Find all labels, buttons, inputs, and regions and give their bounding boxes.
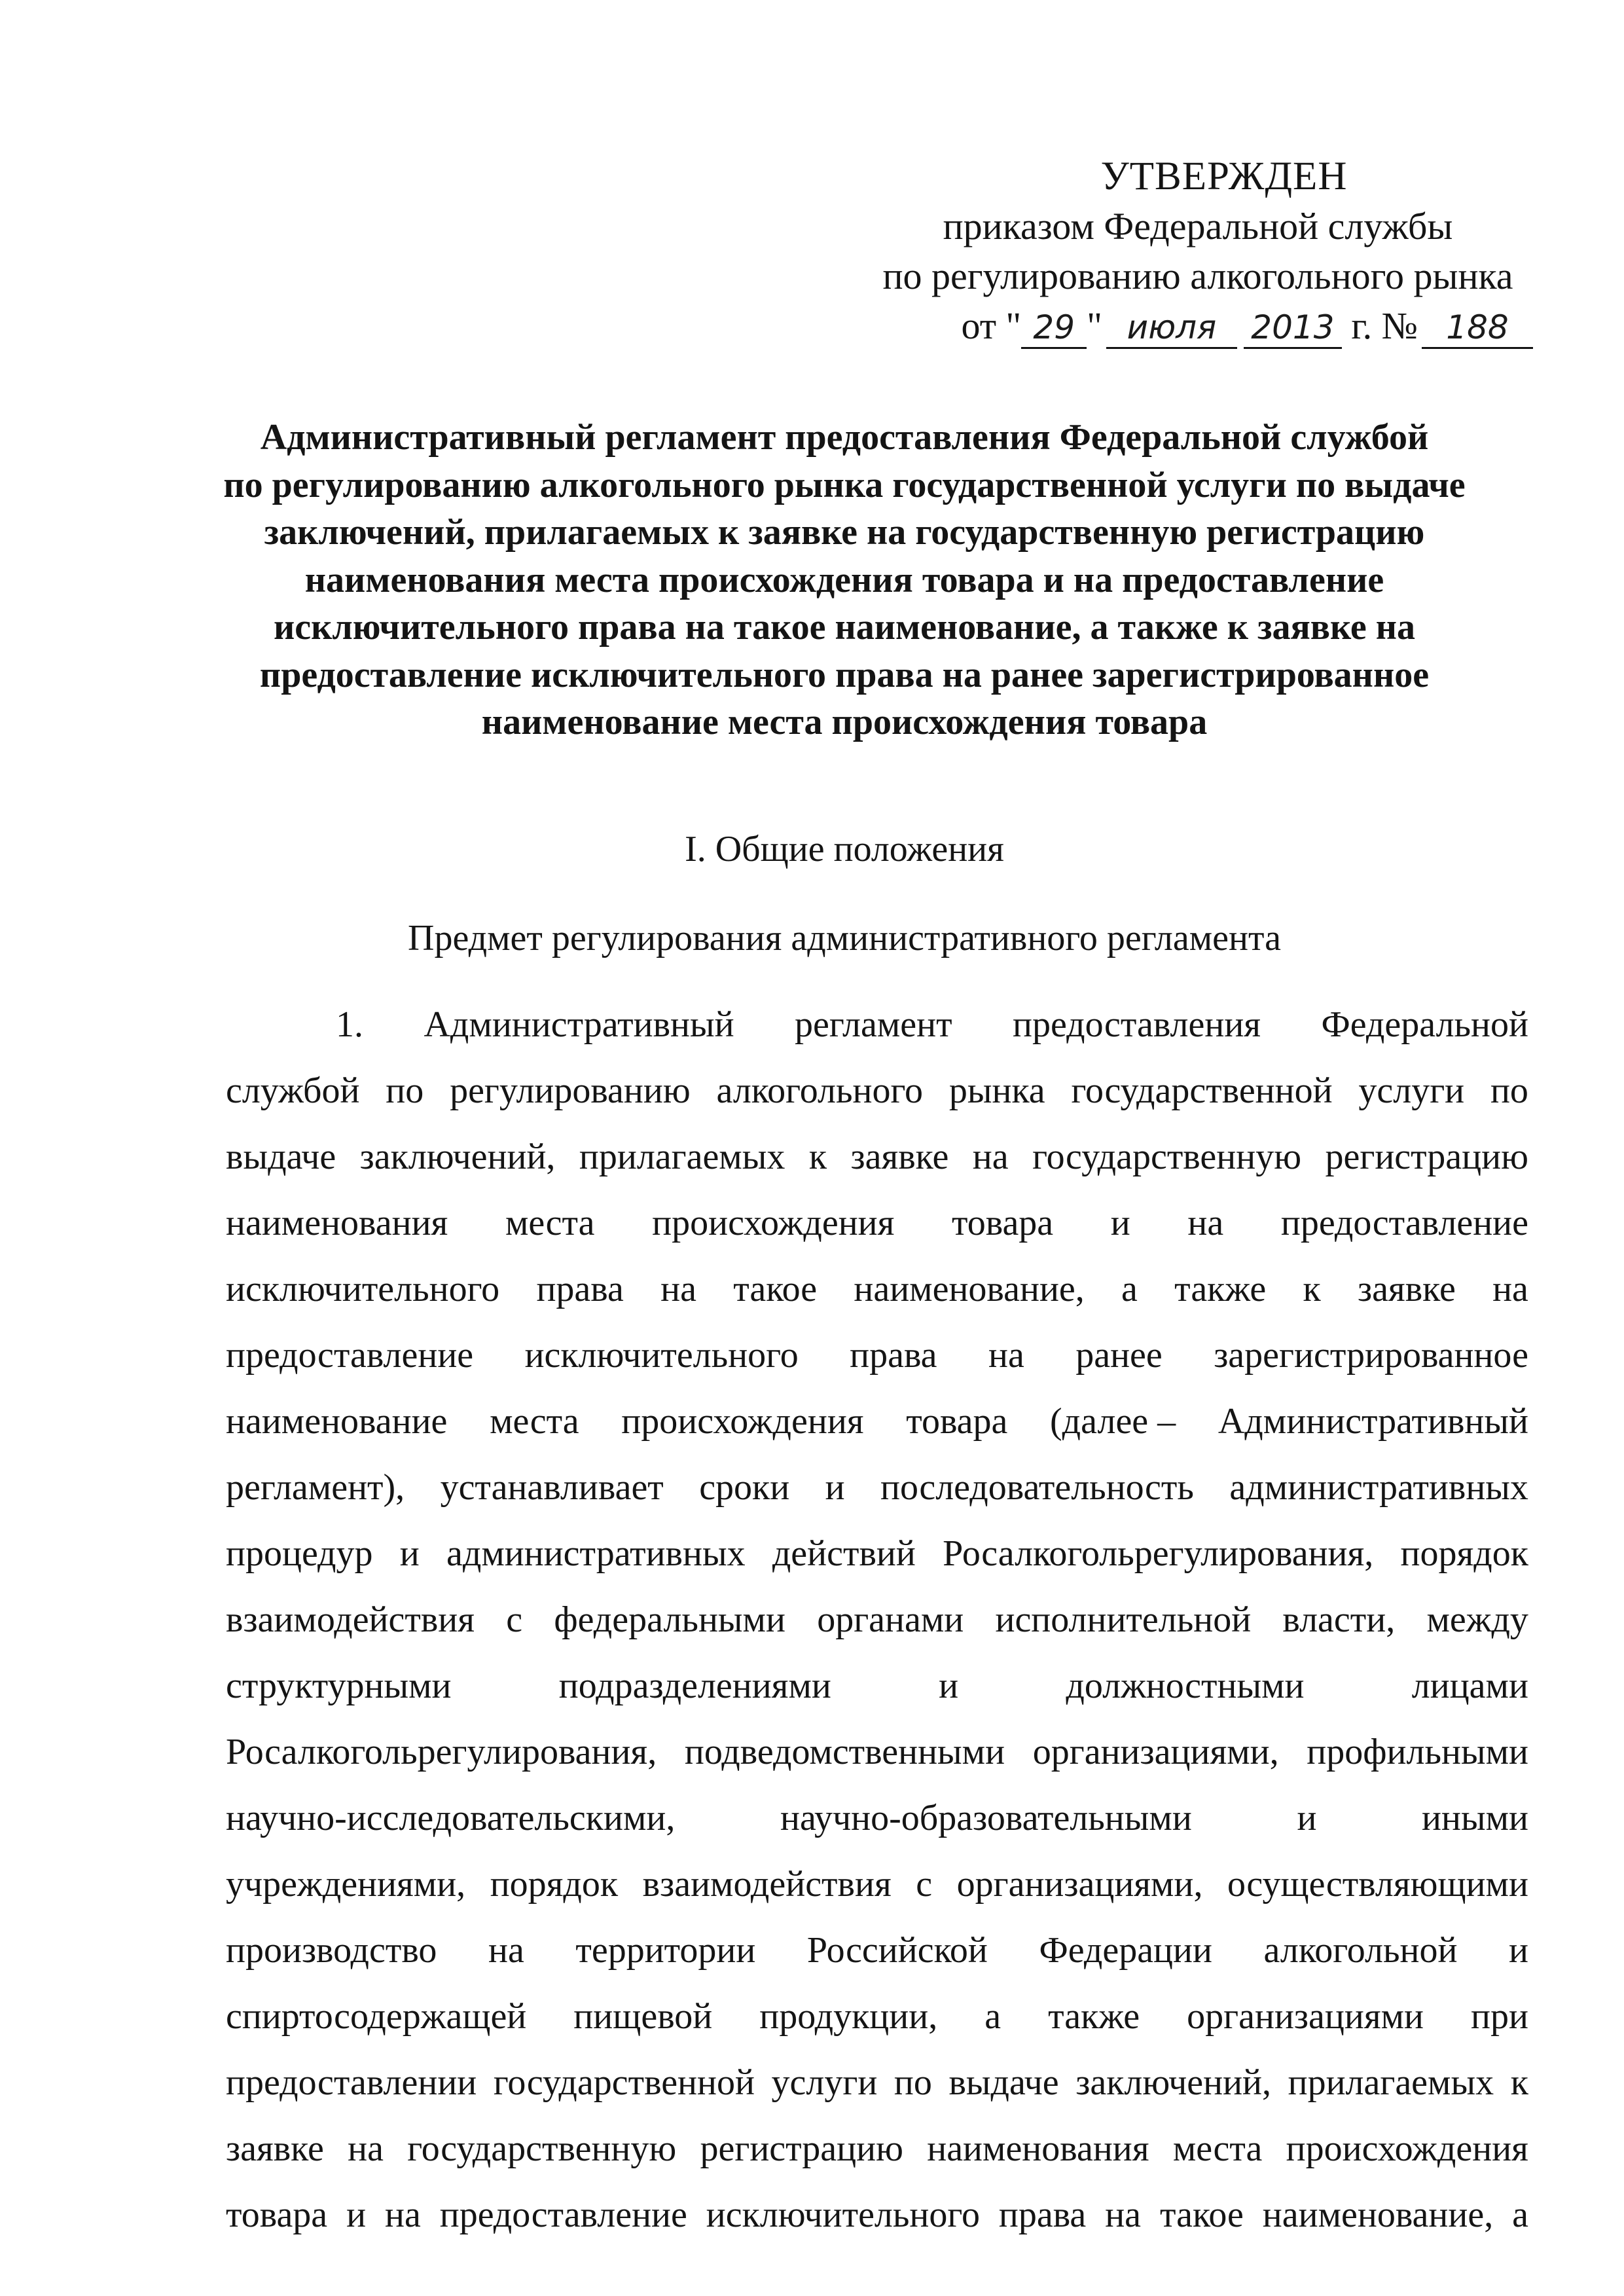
title-line: наименования места происхождения товара и на предоставление [304, 559, 1384, 600]
body-word: на [972, 1137, 1009, 1177]
body-word: регламент), [226, 1467, 405, 1508]
body-word: государственной [1071, 1070, 1333, 1111]
body-word: власти, [1282, 1599, 1396, 1640]
body-word: на [988, 1335, 1024, 1376]
body-word: наименования [226, 1203, 448, 1243]
body-word: к [1303, 1269, 1321, 1309]
body-word: места [1172, 2128, 1263, 2169]
body-word: территории [575, 1930, 756, 1971]
approval-line-2: по регулированию алкогольного рынка [882, 255, 1513, 297]
date-prefix: от " [961, 304, 1022, 347]
body-word: на [1105, 2195, 1142, 2235]
body-word: государственную [407, 2128, 677, 2169]
body-word: на [660, 1269, 696, 1309]
body-line [226, 1531, 1528, 1597]
title-line: Административный регламент предоставления Федеральной службой [260, 417, 1429, 458]
body-word: спиртосодержащей [226, 1996, 527, 2037]
body-word: к [1510, 2062, 1528, 2103]
title-line: заключений, прилагаемых к заявке на государственную регистрацию [264, 512, 1425, 553]
body-word: при [1471, 1996, 1528, 2037]
body-word: услуги [771, 2062, 878, 2103]
body-word: на [1492, 1269, 1528, 1309]
approval-block [857, 152, 1538, 351]
body-word: прилагаемых [579, 1137, 785, 1177]
handwritten-day: 29 [1021, 308, 1087, 349]
body-word: с [916, 1864, 933, 1904]
approval-heading: УТВЕРЖДЕН [1100, 155, 1348, 198]
body-line [226, 1795, 1528, 1861]
body-line [226, 2060, 1528, 2126]
body-word: и [825, 1467, 845, 1508]
body-word: места [505, 1203, 595, 1243]
body-word: а [1512, 2195, 1528, 2235]
body-word: алкогольной [1263, 1930, 1458, 1971]
body-line [226, 1597, 1528, 1663]
body-word: службой [226, 1070, 360, 1111]
body-word: заявке [1357, 1269, 1456, 1309]
body-word: на [1187, 1203, 1224, 1243]
body-word: лицами [1411, 1666, 1528, 1706]
body-word: Федерации [1039, 1930, 1212, 1971]
approval-date-line [857, 301, 1538, 351]
body-word: права [850, 1335, 937, 1376]
body-word: а [1121, 1269, 1138, 1309]
body-line [226, 1002, 1528, 1068]
body-word: по [386, 1070, 424, 1111]
body-word: пищевой [573, 1996, 713, 2037]
body-word: зарегистрированное [1214, 1335, 1528, 1376]
body-word: происхождения [652, 1203, 895, 1243]
body-word: продукции, [759, 1996, 938, 2037]
handwritten-month: июля [1106, 308, 1237, 349]
body-word: права [998, 2195, 1087, 2235]
body-word: и [346, 2195, 367, 2235]
body-word: такое [733, 1269, 818, 1309]
body-word: и [1110, 1203, 1130, 1243]
body-line [226, 1332, 1528, 1398]
body-word: (далее – [1050, 1401, 1176, 1442]
body-word: последовательность [880, 1467, 1194, 1508]
body-word: производство [226, 1930, 437, 1971]
body-word: органами [817, 1599, 964, 1640]
document-title [196, 414, 1492, 746]
body-word: Федеральной [1321, 1004, 1528, 1045]
body-word: сроки [699, 1467, 790, 1508]
body-word: товара [952, 1203, 1054, 1243]
body-word: иными [1422, 1798, 1528, 1838]
body-word: учреждениями, [226, 1864, 466, 1904]
body-word: рынка [948, 1070, 1045, 1111]
body-word: и [939, 1666, 959, 1706]
body-word: взаимодействия [642, 1864, 892, 1904]
body-word: предоставления [1013, 1004, 1261, 1045]
body-word: порядок [1400, 1533, 1528, 1574]
subsection-heading: Предмет регулирования административного регламента [408, 918, 1281, 958]
body-word: и [399, 1533, 420, 1574]
title-line: исключительного права на такое наименование, а также к заявке на [273, 607, 1415, 647]
body-line [226, 1200, 1528, 1266]
body-word: действий [772, 1533, 916, 1574]
body-word: предоставление [1280, 1203, 1528, 1243]
body-word: алкогольного [716, 1070, 924, 1111]
body-word: федеральными [554, 1599, 785, 1640]
body-word: взаимодействия [226, 1599, 475, 1640]
body-word: заключений, [359, 1137, 556, 1177]
number-prefix: г. № [1351, 304, 1418, 347]
body-word: организациями, [956, 1864, 1203, 1904]
body-word: товара [226, 2195, 328, 2235]
body-word: и [1297, 1798, 1317, 1838]
body-word: происхождения [1286, 2128, 1528, 2169]
body-word: предоставление [226, 1335, 474, 1376]
body-word: также [1048, 1996, 1140, 2037]
body-line [226, 1994, 1528, 2060]
body-word: выдаче [226, 1137, 336, 1177]
body-line [226, 1068, 1528, 1134]
body-word: регистрацию [700, 2128, 903, 2169]
body-word: исключительного [706, 2195, 980, 2235]
body-word: права [536, 1269, 624, 1309]
body-word: на [488, 1930, 524, 1971]
body-word: профильными [1307, 1732, 1528, 1772]
body-word: заявке [850, 1137, 949, 1177]
body-word: по [1490, 1070, 1528, 1111]
body-word: организациями, [1032, 1732, 1279, 1772]
handwritten-number: 188 [1422, 308, 1533, 349]
body-word: структурными [226, 1666, 452, 1706]
body-word: наименования [927, 2128, 1149, 2169]
handwritten-year: 2013 [1244, 308, 1342, 349]
body-word: государственной [493, 2062, 755, 2103]
body-word: предоставление [439, 2195, 687, 2235]
body-word: Административный [424, 1004, 734, 1045]
body-word: между [1426, 1599, 1528, 1640]
body-word: наименование, [854, 1269, 1085, 1309]
body-word: Российской [806, 1930, 988, 1971]
body-line [226, 1398, 1528, 1465]
title-line: наименование места происхождения товара [481, 702, 1208, 742]
body-word: исключительного [524, 1335, 799, 1376]
body-word: порядок [490, 1864, 619, 1904]
body-line [226, 1861, 1528, 1927]
body-word: регулированию [450, 1070, 691, 1111]
body-word: регистрацию [1325, 1137, 1528, 1177]
body-word: регламент [795, 1004, 952, 1045]
body-word: подведомственными [684, 1732, 1005, 1772]
body-word: к [808, 1137, 827, 1177]
body-paragraph [226, 1002, 1528, 2258]
body-word: административных [1229, 1467, 1528, 1508]
body-word: организациями [1187, 1996, 1424, 2037]
body-word: Административный [1218, 1401, 1528, 1442]
body-word: научно-образовательными [780, 1798, 1192, 1838]
body-word: наименование, [1262, 2195, 1494, 2235]
body-word: товара [906, 1401, 1008, 1442]
body-word: подразделениями [558, 1666, 831, 1706]
body-word: должностными [1066, 1666, 1305, 1706]
body-word: устанавливает [440, 1467, 664, 1508]
body-word: наименование [226, 1401, 448, 1442]
body-word: исключительного [226, 1269, 500, 1309]
body-word: ранее [1075, 1335, 1163, 1376]
body-word: осуществляющими [1227, 1864, 1528, 1904]
section-heading: I. Общие положения [685, 829, 1004, 869]
body-word: заключений, [1075, 2062, 1272, 2103]
body-line [226, 1465, 1528, 1531]
body-line [226, 2192, 1528, 2258]
body-word: Росалкогольрегулирования, [226, 1732, 657, 1772]
body-line [226, 1663, 1528, 1729]
body-word: на [384, 2195, 421, 2235]
body-line [226, 1134, 1528, 1200]
body-word: а [984, 1996, 1001, 2037]
body-word: места [490, 1401, 579, 1442]
body-word: процедур [226, 1533, 373, 1574]
body-word: исполнительной [995, 1599, 1252, 1640]
body-word: заявке [226, 2128, 324, 2169]
date-quote-close: " [1087, 304, 1102, 347]
body-word: Росалкогольрегулирования, [943, 1533, 1374, 1574]
body-word: по [893, 2062, 932, 2103]
body-line [226, 1927, 1528, 1994]
body-line [226, 2126, 1528, 2192]
body-line [226, 1729, 1528, 1795]
body-word: с [506, 1599, 523, 1640]
body-word: происхождения [621, 1401, 864, 1442]
body-word: 1. [336, 1004, 363, 1045]
title-line: по регулированию алкогольного рынка государственной услуги по выдаче [223, 464, 1466, 505]
body-word: услуги [1358, 1070, 1465, 1111]
body-word: выдаче [948, 2062, 1059, 2103]
body-word: государственную [1032, 1137, 1302, 1177]
body-line [226, 1266, 1528, 1332]
body-word: административных [446, 1533, 746, 1574]
title-line: предоставление исключительного права на ранее зарегистрированное [259, 654, 1430, 695]
body-word: научно-исследовательскими, [226, 1798, 676, 1838]
body-word: на [348, 2128, 384, 2169]
body-word: прилагаемых [1288, 2062, 1494, 2103]
approval-line-1: приказом Федеральной службы [943, 205, 1453, 247]
body-word: такое [1159, 2195, 1244, 2235]
body-word: также [1174, 1269, 1267, 1309]
body-word: предоставлении [226, 2062, 477, 2103]
body-word: и [1509, 1930, 1528, 1971]
